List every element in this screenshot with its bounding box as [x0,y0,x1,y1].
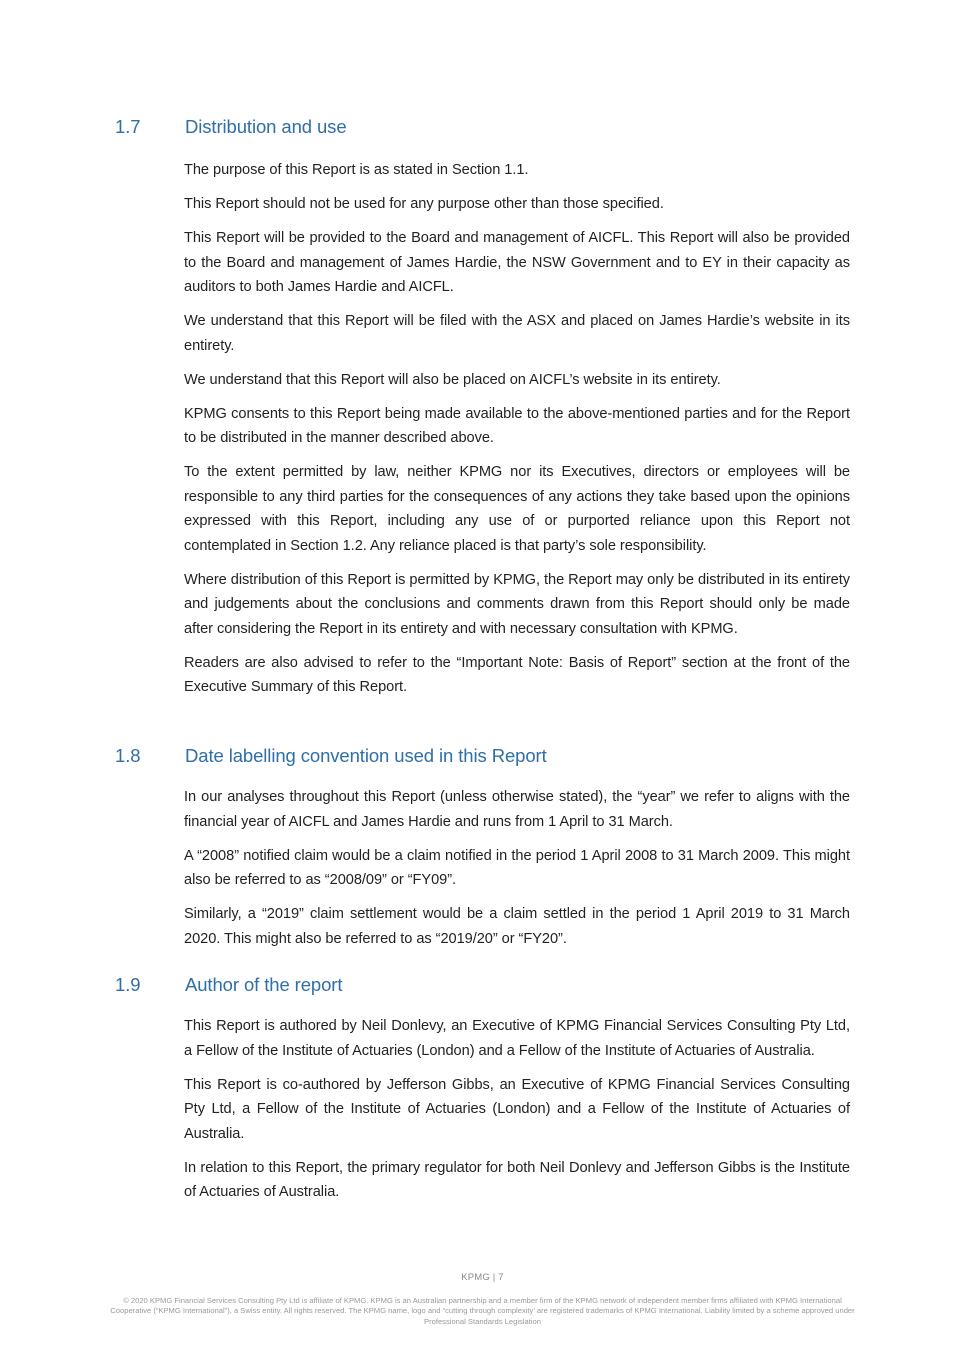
paragraph: A “2008” notified claim would be a claim notified in the period 1 April 2008 to 31 March 2009. This might also be referred to as “2008/09” or “FY09”. [184,847,850,888]
section-heading [0,745,965,771]
section-title: Date labelling convention used in this Report [185,745,547,766]
paragraph: The purpose of this Report is as stated in Section 1.1. [184,162,529,178]
section-heading [0,974,965,1000]
footer-legal-notice: © 2020 KPMG Financial Services Consulting Pty Ltd is affiliate of KPMG. KPMG is an Australian partnership and a member firm of the KPMG network of independent member firms affiliated with KPMG International Cooperative (“KPMG International”), a Swiss entity. All rights reserved. The KPMG name, logo and “cutting through complexity’ are registered trademarks of KPMG International. Liability limited by a scheme approved under Professional Standards Legislation [110,1296,855,1326]
page-number: KPMG | 7 [461,1272,504,1283]
paragraph: This Report will be provided to the Board and management of AICFL. This Report will also be provided to the Board and management of James Hardie, the NSW Government and to EY in their capacity as auditors to both James Hardie and AICFL. [184,230,850,295]
paragraph: KPMG consents to this Report being made available to the above-mentioned parties and for the Report to be distributed in the manner described above. [184,405,850,446]
paragraph: Where distribution of this Report is permitted by KPMG, the Report may only be distributed in its entirety and judgements about the conclusions and comments drawn from this Report should only be made after considering the Report in its entirety and with necessary consultation with KPMG. [184,571,850,637]
paragraph: We understand that this Report will also be placed on AICFL’s website in its entirety. [184,371,721,388]
section-1-9 [0,974,965,1205]
section-number: 1.8 [115,745,141,766]
paragraph: Similarly, a “2019” claim settlement would be a claim settled in the period 1 April 2019 to 31 March 2020. This might also be referred to as “2019/20” or “FY20”. [184,906,850,947]
paragraph: This Report should not be used for any purpose other than those specified. [184,196,664,212]
paragraph: This Report is co-authored by Jefferson Gibbs, an Executive of KPMG Financial Services Consulting Pty Ltd, a Fellow of the Institute of Actuaries (London) and a Fellow of the Institute of Actuaries of Australia. [184,1076,850,1142]
section-1-7 [0,116,965,700]
section-title: Author of the report [185,974,343,995]
paragraph: We understand that this Report will be filed with the ASX and placed on James Hardie’s website in its entirety. [184,313,850,354]
paragraph: This Report is authored by Neil Donlevy, an Executive of KPMG Financial Services Consulting Pty Ltd, a Fellow of the Institute of Actuaries (London) and a Fellow of the Institute of Actuaries of Australia. [184,1018,850,1059]
section-number: 1.7 [115,116,141,137]
section-title: Distribution and use [185,116,347,137]
section-number: 1.9 [115,974,141,995]
paragraph: To the extent permitted by law, neither KPMG nor its Executives, directors or employees will be responsible to any third parties for the consequences of any actions they take based upon the opinions expressed with this Report, including any use of or purported reliance upon this Report not contemplated in Section 1.2. Any reliance placed is that party’s sole responsibility. [184,464,850,554]
section-heading [0,116,965,142]
paragraph: In our analyses throughout this Report (unless otherwise stated), the “year” we refer to aligns with the financial year of AICFL and James Hardie and runs from 1 April to 31 March. [184,789,850,830]
paragraph: Readers are also advised to refer to the “Important Note: Basis of Report” section at the front of the Executive Summary of this Report. [184,654,850,695]
section-1-8 [0,745,965,951]
paragraph: In relation to this Report, the primary regulator for both Neil Donlevy and Jefferson Gibbs is the Institute of Actuaries of Australia. [184,1159,850,1200]
